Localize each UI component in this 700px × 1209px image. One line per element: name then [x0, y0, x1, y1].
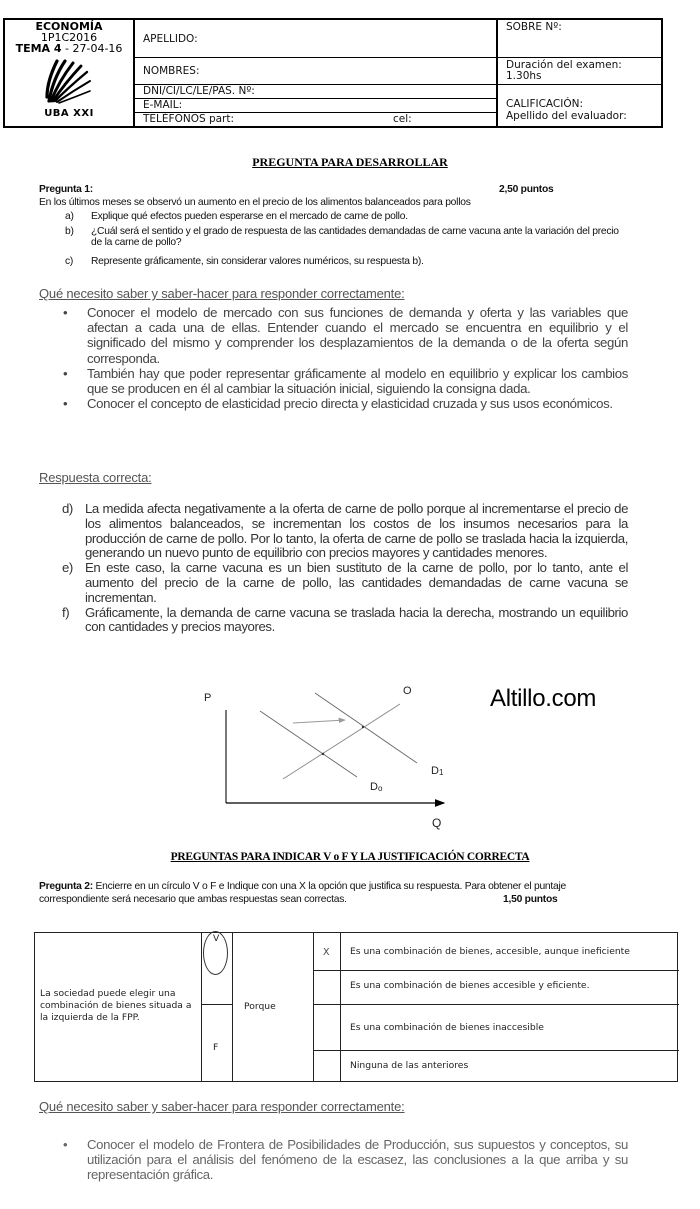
student-fields — [135, 20, 498, 126]
bullet-item — [62, 305, 628, 366]
bullet-item — [62, 1137, 628, 1183]
x-mark: X — [323, 947, 330, 958]
d1-letter: D — [431, 765, 439, 777]
answer-item-d — [62, 502, 628, 561]
section1-title: PREGUNTA PARA DESARROLLAR — [252, 155, 448, 169]
item-label: a) — [65, 211, 74, 222]
duracion-value: 1.30hs — [506, 70, 542, 82]
equilibrium-point-0 — [322, 753, 324, 755]
apellido-field[interactable]: APELLIDO: — [135, 20, 496, 58]
question1-item-b — [65, 226, 635, 250]
question2-points — [503, 894, 557, 906]
d1-sub: 1 — [438, 768, 444, 777]
section2-need-heading: Qué necesito saber y saber-hacer para responder correctamente: — [39, 1099, 405, 1114]
question2-text-1: Encierre en un círculo V o F e Indique con una X la opción que justifica su respuesta. Para obtener el puntaje — [92, 881, 567, 892]
section2-title: PREGUNTAS PARA INDICAR V o F Y LA JUSTIFICACIÓN CORRECTA — [170, 851, 530, 863]
logo-text: UBA XXI — [44, 108, 94, 119]
telefonos-field[interactable] — [135, 113, 496, 126]
mark-cell-3[interactable] — [314, 1005, 340, 1051]
exam-topic — [5, 43, 133, 54]
option-row — [341, 1005, 679, 1051]
mark-cell-2[interactable] — [314, 971, 340, 1005]
answer-label: e) — [62, 560, 73, 576]
supply-label: O — [403, 685, 412, 697]
shift-arrow-icon — [293, 720, 345, 723]
item-text: Explique qué efectos pueden esperarse en el mercado de carne de pollo. — [91, 211, 408, 222]
option-row — [341, 1051, 679, 1081]
section1-need-heading: Qué necesito saber y saber-hacer para responder correctamente: — [39, 286, 405, 301]
question2-text-2: correspondiente será necesario que ambas respuestas sean correctas. — [39, 894, 347, 905]
d0-label — [370, 781, 383, 793]
answer-list — [62, 502, 628, 635]
question1-item-a — [65, 211, 635, 223]
evaluador-label: Apellido del evaluador: — [506, 110, 627, 122]
bullet-item — [62, 396, 628, 411]
option-row — [341, 933, 679, 971]
option-row — [341, 971, 679, 1005]
mark-cell-1[interactable] — [314, 933, 340, 971]
vf-column — [202, 933, 233, 1081]
answer-text: En este caso, la carne vacuna es un bien sustituto de la carne de pollo, por lo tanto, ante el aumento del precio de la carne de pollo, las cantidades demandadas de carne vacuna se incrementan. — [85, 560, 628, 605]
tema-date: - 27-04-16 — [61, 42, 123, 55]
tema-label: TEMA 4 — [15, 42, 62, 55]
item-label: c) — [65, 256, 74, 267]
question2-label: Pregunta 2: — [39, 881, 93, 892]
bullet-dot-icon: • — [63, 365, 68, 381]
supply-curve — [283, 704, 400, 779]
d1-label — [431, 765, 444, 777]
supply-demand-diagram — [190, 670, 470, 840]
mark-cell-4[interactable] — [314, 1051, 340, 1081]
section1-bullet-list — [62, 305, 628, 411]
bullet-dot-icon: • — [63, 396, 68, 412]
answer-item-f — [62, 606, 628, 636]
answer-text: Gráficamente, la demanda de carne vacuna se traslada hacia la derecha, mostrando un equilibrio con cantidades y precios mayores. — [85, 604, 628, 635]
bullet-text: Conocer el modelo de Frontera de Posibilidades de Producción, sus supuestos y conceptos, su utilización para el análisis del fenómeno de la escasez, las conclusiones a la que arriba y su representación gráfica. — [87, 1137, 628, 1183]
duracion-label: Duración del examen: — [506, 59, 622, 71]
answer-label: f) — [62, 604, 70, 620]
answer-heading: Respuesta correcta: — [39, 470, 152, 485]
p-axis-label: P — [204, 692, 212, 704]
d0-sub: o — [377, 784, 383, 793]
answer-text: La medida afecta negativamente a la oferta de carne de pollo porque al incrementarse el precio de los alimentos balanceados, se incrementan los costos de los insumos necesarios para la producción de carne de pollo. Por lo tanto, la oferta de carne de pollo se traslada hacia la izquierda, generando un nuevo punto de equilibrio con precios mayores y cantidades menores. — [85, 501, 628, 561]
selection-circle-icon — [203, 931, 228, 975]
question1-points-text: 2,50 puntos — [499, 184, 554, 195]
bullet-item — [62, 366, 628, 396]
statement-cell — [35, 933, 202, 1081]
calificacion-cell[interactable] — [498, 85, 661, 126]
mark-column — [314, 933, 341, 1081]
sobre-field[interactable]: SOBRE Nº: — [498, 20, 661, 58]
demand-curve-d0 — [260, 711, 357, 777]
exam-code: 1P1C2016 — [40, 31, 98, 44]
options-column — [341, 933, 679, 1081]
bullet-text: Conocer el modelo de mercado con sus funciones de demanda y oferta y las variables que afectan a cada una de ellas. Entender cuando el mercado se encuentra en equilibrio y el significado del mismo y comprender los desplazamientos de la demanda o de la oferta según corresponda. — [87, 305, 628, 366]
telefonos-label: TELÉFONOS part: — [143, 113, 235, 125]
porque-cell — [233, 933, 314, 1081]
exam-info-cell — [5, 20, 135, 126]
option-text: Es una combinación de bienes, accesible, aunque ineficiente — [350, 946, 630, 957]
question1-points — [499, 184, 553, 196]
altillo-watermark: Altillo.com — [490, 685, 597, 712]
answer-item-e — [62, 561, 628, 605]
bullet-text: También hay que poder representar gráficamente al modelo en equilibrio y explicar los cambios que se producen en él al cambiar la situación inicial, siguiendo la consigna dada. — [87, 365, 628, 397]
item-text: Represente gráficamente, sin considerar valores numéricos, su respuesta b). — [91, 256, 424, 267]
question1-label — [39, 184, 93, 196]
subject-title: ECONOMÍA — [35, 20, 103, 33]
bullet-dot-icon: • — [63, 1137, 68, 1152]
item-label: b) — [65, 226, 74, 237]
uba-xxi-logo-icon — [43, 57, 93, 105]
question1-item-c — [65, 256, 635, 268]
item-text: ¿Cuál será el sentido y el grado de respuesta de las cantidades demandadas de carne vacuna ante la variación del precio de la carne de pollo? — [91, 226, 619, 249]
question1-label-text: Pregunta 1: — [39, 184, 93, 195]
option-text: Es una combinación de bienes inaccesible — [350, 1022, 544, 1033]
option-text: Es una combinación de bienes accesible y eficiente. — [350, 980, 590, 991]
duracion-cell — [498, 58, 661, 85]
answer-label: d) — [62, 501, 73, 516]
question2-instructions — [39, 881, 679, 893]
v-label: V — [213, 933, 220, 944]
admin-fields — [498, 20, 661, 126]
d0-letter: D — [370, 781, 378, 793]
bullet-dot-icon: • — [63, 305, 68, 320]
option-text: Ninguna de las anteriores — [350, 1060, 469, 1071]
nombres-field[interactable]: NOMBRES: — [135, 58, 496, 85]
exam-header-table — [3, 18, 663, 128]
calificacion-label: CALIFICACIÓN: — [506, 98, 584, 110]
true-false-table — [34, 932, 678, 1082]
demand-curve-d1 — [315, 693, 417, 763]
f-label: F — [213, 1042, 219, 1053]
statement-text: La sociedad puede elegir una combinación de bienes situada a la izquierda de la FPP. — [40, 988, 192, 1023]
dni-field[interactable]: DNI/CI/LC/LE/PAS. Nº: — [135, 85, 496, 99]
v-option[interactable] — [202, 933, 232, 1005]
section2-bullet-list — [62, 1137, 628, 1183]
porque-label: Porque — [244, 1001, 276, 1012]
question1-statement: En los últimos meses se observó un aumento en el precio de los alimentos balanceados para pollos — [39, 197, 471, 208]
email-field[interactable]: E-MAIL: — [135, 99, 496, 113]
q-axis-label: Q — [432, 816, 442, 830]
equilibrium-point-1 — [362, 726, 364, 728]
cel-label: cel: — [393, 113, 412, 125]
bullet-text: Conocer el concepto de elasticidad precio directa y elasticidad cruzada y sus usos económicos. — [87, 396, 613, 412]
question2-points-text: 1,50 puntos — [503, 894, 558, 905]
